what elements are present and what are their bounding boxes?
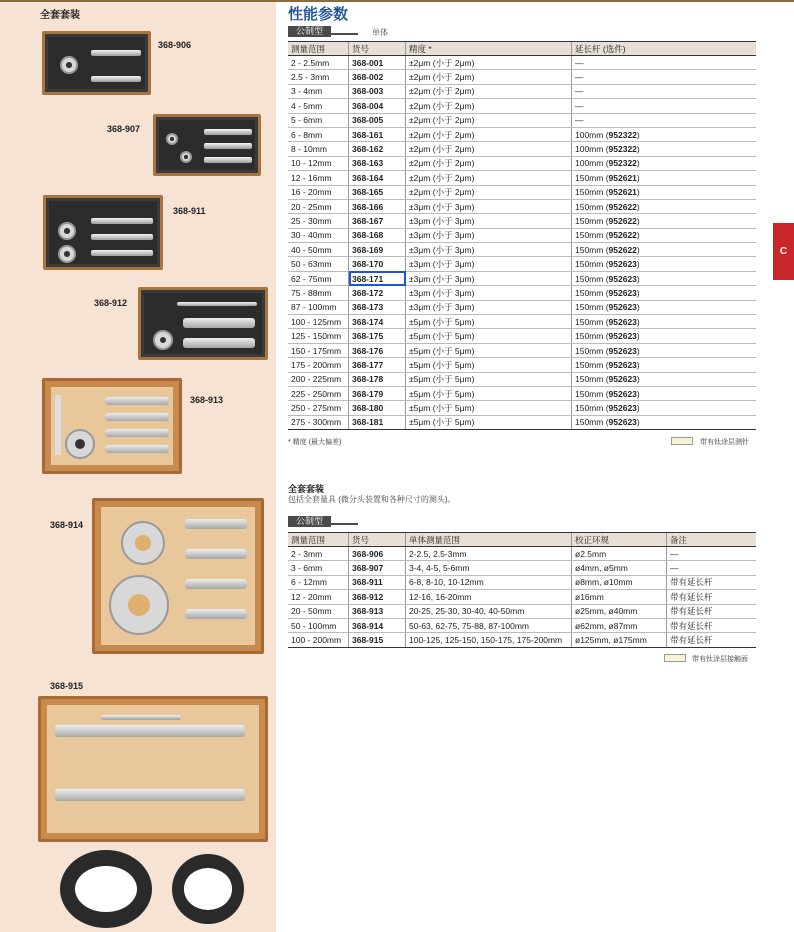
sets-row: [288, 618, 756, 632]
sets-legend: 带有钛涂层接触面: [692, 656, 748, 663]
range-cell: 225 - 250mm: [288, 386, 349, 400]
accuracy-cell: ±2μm (小于 2μm): [406, 56, 572, 70]
extension-cell: 150mm (952623): [572, 329, 757, 343]
spec-row: [288, 329, 756, 343]
extension-part-number: 952622: [608, 201, 637, 212]
extension-cell: 150mm (952623): [572, 415, 757, 429]
part-number-cell: 368-169: [349, 243, 406, 257]
extension-length: 150mm (: [575, 187, 609, 198]
remarks-cell: —: [667, 547, 757, 561]
accuracy-cell: ±5μm (小于 5μm): [406, 415, 572, 429]
setting-ring-photo: [172, 854, 244, 924]
accuracy-cell: ±3μm (小于 3μm): [406, 257, 572, 271]
setting-ring-cell: ø25mm, ø40mm: [572, 604, 667, 618]
part-number-cell: 368-912: [349, 590, 406, 604]
accuracy-cell: ±5μm (小于 5μm): [406, 358, 572, 372]
spec-row: [288, 243, 756, 257]
setting-ring-cell: ø125mm, ø175mm: [572, 633, 667, 647]
individual-range-cell: 50-63, 62-75, 75-88, 87-100mm: [406, 618, 572, 632]
range-cell: 25 - 30mm: [288, 214, 349, 228]
part-number-cell: 368-913: [349, 604, 406, 618]
accuracy-cell: ±2μm (小于 2μm): [406, 113, 572, 127]
spec-row: [288, 171, 756, 185]
spec-row: [288, 271, 756, 285]
accuracy-cell: ±3μm (小于 3μm): [406, 228, 572, 242]
part-number-cell: 368-162: [349, 142, 406, 156]
col-header-part: 货号: [349, 42, 406, 56]
spec-row: [288, 358, 756, 372]
part-number-cell: 368-165: [349, 185, 406, 199]
accuracy-cell: ±2μm (小于 2μm): [406, 142, 572, 156]
part-number-cell: 368-173: [349, 300, 406, 314]
spec-type-tab: [288, 26, 331, 37]
extension-cell: 150mm (952623): [572, 401, 757, 415]
kit-label-368-911: 368-911: [173, 206, 206, 216]
extension-length: 150mm (: [575, 417, 609, 428]
extension-cell: 150mm (952621): [572, 185, 757, 199]
part-number-cell: 368-172: [349, 286, 406, 300]
accuracy-cell: ±5μm (小于 5μm): [406, 343, 572, 357]
spec-row: [288, 113, 756, 127]
extension-part-number: 952623: [608, 302, 637, 313]
extension-length: 150mm (: [575, 331, 609, 342]
sets-row: [288, 604, 756, 618]
section-tab[interactable]: C: [773, 223, 794, 280]
extension-cell: 150mm (952623): [572, 300, 757, 314]
range-cell: 100 - 125mm: [288, 315, 349, 329]
part-number-cell: 368-178: [349, 372, 406, 386]
col-header-range: 测量范围: [288, 533, 349, 547]
extension-length: —: [575, 86, 584, 97]
extension-cell: 150mm (952623): [572, 271, 757, 285]
setting-ring-photo: [60, 850, 152, 928]
individual-range-cell: 2-2.5, 2.5-3mm: [406, 547, 572, 561]
type-tab-rule: [330, 33, 358, 35]
part-number-cell: 368-911: [349, 575, 406, 589]
extension-cell: 150mm (952623): [572, 372, 757, 386]
extension-cell: 150mm (952623): [572, 286, 757, 300]
spec-legend: 带有钛涂层测针: [700, 439, 749, 446]
setting-ring-cell: ø62mm, ø87mm: [572, 618, 667, 632]
range-cell: 87 - 100mm: [288, 300, 349, 314]
extension-cell: 150mm (952622): [572, 199, 757, 213]
extension-cell: 150mm (952621): [572, 171, 757, 185]
range-cell: 16 - 20mm: [288, 185, 349, 199]
extension-length: 150mm (: [575, 403, 609, 414]
part-number-cell: 368-004: [349, 99, 406, 113]
part-number-cell: 368-171: [349, 271, 406, 285]
extension-length: 150mm (: [575, 316, 609, 327]
spec-table: [288, 41, 756, 430]
range-cell: 125 - 150mm: [288, 329, 349, 343]
extension-part-number: 952623: [608, 345, 637, 356]
sets-row: [288, 633, 756, 647]
accuracy-cell: ±3μm (小于 3μm): [406, 300, 572, 314]
extension-length: —: [575, 115, 584, 126]
extension-length: 150mm (: [575, 287, 609, 298]
extension-length: 150mm (: [575, 215, 609, 226]
spec-row: [288, 156, 756, 170]
kit-photo-368-915: [38, 696, 268, 842]
spec-row: [288, 228, 756, 242]
page-title: 性能参数: [288, 6, 349, 23]
range-cell: 75 - 88mm: [288, 286, 349, 300]
extension-part-number: 952623: [608, 403, 637, 414]
part-number-cell: 368-177: [349, 358, 406, 372]
range-cell: 2 - 3mm: [288, 547, 349, 561]
kit-photo-368-914: [92, 498, 264, 654]
extension-part-number: 952322: [608, 129, 637, 140]
sets-row: [288, 547, 756, 561]
extension-cell: 100mm (952322): [572, 127, 757, 141]
extension-length: —: [575, 72, 584, 83]
kit-label-368-915: 368-915: [50, 681, 84, 691]
extension-part-number: 952623: [608, 417, 637, 428]
extension-part-number: 952623: [608, 359, 637, 370]
part-number-cell: 368-915: [349, 633, 406, 647]
extension-length: —: [575, 57, 584, 68]
individual-range-cell: 3-4, 4-5, 5-6mm: [406, 561, 572, 575]
spec-type-label: 公制型: [296, 26, 324, 36]
spec-row: [288, 386, 756, 400]
setting-ring-cell: ø8mm, ø10mm: [572, 575, 667, 589]
accuracy-cell: ±5μm (小于 5μm): [406, 386, 572, 400]
extension-length: 100mm (: [575, 158, 609, 169]
extension-part-number: 952623: [608, 273, 637, 284]
remarks-cell: —: [667, 561, 757, 575]
individual-range-cell: 6-8, 8-10, 10-12mm: [406, 575, 572, 589]
accuracy-cell: ±2μm (小于 2μm): [406, 99, 572, 113]
range-cell: 50 - 100mm: [288, 618, 349, 632]
extension-part-number: 952622: [608, 230, 637, 241]
accuracy-cell: ±5μm (小于 5μm): [406, 401, 572, 415]
kit-photo-368-913: [42, 378, 182, 474]
sets-header-row: [288, 533, 756, 547]
range-cell: 2 - 2.5mm: [288, 56, 349, 70]
col-header-accuracy: 精度 *: [406, 42, 572, 56]
extension-length: 150mm (: [575, 244, 609, 255]
extension-cell: 150mm (952622): [572, 228, 757, 242]
accuracy-cell: ±2μm (小于 2μm): [406, 127, 572, 141]
accuracy-cell: ±5μm (小于 5μm): [406, 315, 572, 329]
range-cell: 40 - 50mm: [288, 243, 349, 257]
extension-part-number: 952621: [608, 187, 637, 198]
range-cell: 6 - 12mm: [288, 575, 349, 589]
legend-swatch: [664, 654, 686, 662]
extension-cell: [572, 99, 757, 113]
individual-range-cell: 20-25, 25-30, 30-40, 40-50mm: [406, 604, 572, 618]
accuracy-cell: ±5μm (小于 5μm): [406, 329, 572, 343]
setting-ring-cell: ø4mm, ø5mm: [572, 561, 667, 575]
part-number-cell: 368-180: [349, 401, 406, 415]
accuracy-cell: ±3μm (小于 3μm): [406, 243, 572, 257]
part-number-cell: 368-914: [349, 618, 406, 632]
kit-label-368-914: 368-914: [50, 520, 84, 530]
extension-cell: 150mm (952623): [572, 257, 757, 271]
sets-row: [288, 575, 756, 589]
extension-length: 150mm (: [575, 201, 609, 212]
sets-type-tab: [288, 516, 331, 527]
part-number-cell: 368-166: [349, 199, 406, 213]
extension-length: 150mm (: [575, 230, 609, 241]
kit-photo-368-912: [138, 287, 268, 360]
extension-cell: 150mm (952622): [572, 243, 757, 257]
spec-row: [288, 185, 756, 199]
kit-photo-368-911: [43, 195, 163, 270]
extension-part-number: 952623: [608, 316, 637, 327]
accuracy-cell: ±2μm (小于 2μm): [406, 84, 572, 98]
accuracy-cell: ±2μm (小于 2μm): [406, 185, 572, 199]
part-number-cell: 368-175: [349, 329, 406, 343]
extension-length: 150mm (: [575, 302, 609, 313]
sets-type-label: 公制型: [296, 516, 324, 526]
remarks-cell: 带有延长杆: [667, 618, 757, 632]
accuracy-cell: ±3μm (小于 3μm): [406, 286, 572, 300]
remarks-cell: 带有延长杆: [667, 575, 757, 589]
part-number-cell: 368-174: [349, 315, 406, 329]
spec-header-row: [288, 42, 756, 56]
range-cell: 10 - 12mm: [288, 156, 349, 170]
extension-length: 150mm (: [575, 359, 609, 370]
extension-part-number: 952623: [608, 388, 637, 399]
type-tab-rule: [330, 523, 358, 525]
kit-label-368-906: 368-906: [158, 40, 192, 50]
col-header-range: 测量范围: [288, 42, 349, 56]
range-cell: 20 - 25mm: [288, 199, 349, 213]
range-cell: 20 - 50mm: [288, 604, 349, 618]
col-header-setting-ring: 校正环规: [572, 533, 667, 547]
spec-row: [288, 142, 756, 156]
spec-row: [288, 315, 756, 329]
accuracy-cell: ±5μm (小于 5μm): [406, 372, 572, 386]
accuracy-cell: ±3μm (小于 3μm): [406, 199, 572, 213]
extension-length: 150mm (: [575, 345, 609, 356]
extension-cell: 150mm (952623): [572, 343, 757, 357]
col-header-part: 货号: [349, 533, 406, 547]
col-header-individual-range: 单体测量范围: [406, 533, 572, 547]
remarks-cell: 带有延长杆: [667, 633, 757, 647]
extension-length: 100mm (: [575, 129, 609, 140]
sets-description: 包括全套量具 (微分头装置和各种尺寸的测头)。: [288, 495, 456, 504]
extension-length: 150mm (: [575, 388, 609, 399]
spec-row: [288, 286, 756, 300]
part-number-cell: 368-181: [349, 415, 406, 429]
sets-row: [288, 561, 756, 575]
range-cell: 150 - 175mm: [288, 343, 349, 357]
extension-part-number: 952623: [608, 259, 637, 270]
col-header-extension: 延长杆 (选件): [572, 42, 757, 56]
col-header-remarks: 备注: [667, 533, 757, 547]
range-cell: 275 - 300mm: [288, 415, 349, 429]
range-cell: 62 - 75mm: [288, 271, 349, 285]
spec-row: [288, 199, 756, 213]
extension-cell: [572, 70, 757, 84]
kit-photo-368-906: [42, 31, 151, 95]
range-cell: 2.5 - 3mm: [288, 70, 349, 84]
range-cell: 6 - 8mm: [288, 127, 349, 141]
accuracy-cell: ±2μm (小于 2μm): [406, 171, 572, 185]
spec-row: [288, 257, 756, 271]
part-number-cell: 368-168: [349, 228, 406, 242]
left-panel-title: 全套套装: [40, 10, 80, 21]
spec-row: [288, 343, 756, 357]
accuracy-cell: ±3μm (小于 3μm): [406, 271, 572, 285]
extension-cell: [572, 84, 757, 98]
spec-row: [288, 372, 756, 386]
remarks-cell: 带有延长杆: [667, 604, 757, 618]
extension-cell: [572, 113, 757, 127]
sets-title: 全套套装: [288, 484, 325, 494]
extension-cell: 150mm (952622): [572, 214, 757, 228]
part-number-cell: 368-005: [349, 113, 406, 127]
extension-part-number: 952621: [608, 172, 637, 183]
extension-cell: 100mm (952322): [572, 142, 757, 156]
spec-row: [288, 56, 756, 70]
part-number-cell: 368-161: [349, 127, 406, 141]
extension-part-number: 952623: [608, 331, 637, 342]
part-number-cell: 368-163: [349, 156, 406, 170]
accuracy-cell: ±2μm (小于 2μm): [406, 70, 572, 84]
part-number-cell: 368-167: [349, 214, 406, 228]
part-number-cell: 368-001: [349, 56, 406, 70]
spec-row: [288, 99, 756, 113]
part-number-cell: 368-164: [349, 171, 406, 185]
spec-row: [288, 70, 756, 84]
extension-length: 150mm (: [575, 259, 609, 270]
spec-row: [288, 127, 756, 141]
part-number-cell: 368-179: [349, 386, 406, 400]
extension-cell: 150mm (952623): [572, 358, 757, 372]
range-cell: 4 - 5mm: [288, 99, 349, 113]
spec-row: [288, 84, 756, 98]
kit-label-368-913: 368-913: [190, 395, 224, 405]
sets-row: [288, 590, 756, 604]
extension-length: 150mm (: [575, 172, 609, 183]
part-number-cell: 368-170: [349, 257, 406, 271]
individual-range-cell: 12-16, 16-20mm: [406, 590, 572, 604]
extension-part-number: 952622: [608, 244, 637, 255]
range-cell: 5 - 6mm: [288, 113, 349, 127]
extension-part-number: 952322: [608, 144, 637, 155]
extension-part-number: 952623: [608, 287, 637, 298]
individual-range-cell: 100-125, 125-150, 150-175, 175-200mm: [406, 633, 572, 647]
accuracy-footnote: * 精度 (最大偏差): [288, 439, 342, 446]
part-number-cell: 368-907: [349, 561, 406, 575]
accuracy-cell: ±3μm (小于 3μm): [406, 214, 572, 228]
extension-cell: [572, 56, 757, 70]
range-cell: 12 - 16mm: [288, 171, 349, 185]
spec-row: [288, 401, 756, 415]
range-cell: 50 - 63mm: [288, 257, 349, 271]
spec-row: [288, 300, 756, 314]
spec-row: [288, 214, 756, 228]
spec-type-sub: 单体: [372, 28, 388, 37]
range-cell: 30 - 40mm: [288, 228, 349, 242]
kit-photo-368-907: [153, 114, 261, 176]
kit-label-368-907: 368-907: [107, 124, 141, 134]
range-cell: 3 - 6mm: [288, 561, 349, 575]
range-cell: 250 - 275mm: [288, 401, 349, 415]
extension-part-number: 952622: [608, 215, 637, 226]
extension-cell: 150mm (952623): [572, 315, 757, 329]
range-cell: 200 - 225mm: [288, 372, 349, 386]
legend-swatch: [671, 437, 693, 445]
setting-ring-cell: ø2.5mm: [572, 547, 667, 561]
range-cell: 100 - 200mm: [288, 633, 349, 647]
part-number-cell: 368-176: [349, 343, 406, 357]
setting-ring-cell: ø16mm: [572, 590, 667, 604]
sets-table: [288, 532, 756, 648]
kit-label-368-912: 368-912: [94, 298, 128, 308]
remarks-cell: 带有延长杆: [667, 590, 757, 604]
range-cell: 12 - 20mm: [288, 590, 349, 604]
extension-cell: 150mm (952623): [572, 386, 757, 400]
extension-length: 150mm (: [575, 374, 609, 385]
extension-length: —: [575, 100, 584, 111]
extension-part-number: 952623: [608, 374, 637, 385]
spec-row: [288, 415, 756, 429]
extension-cell: 100mm (952322): [572, 156, 757, 170]
extension-length: 150mm (: [575, 273, 609, 284]
extension-part-number: 952322: [608, 158, 637, 169]
part-number-cell: 368-002: [349, 70, 406, 84]
part-number-cell: 368-003: [349, 84, 406, 98]
range-cell: 3 - 4mm: [288, 84, 349, 98]
extension-length: 100mm (: [575, 144, 609, 155]
part-number-cell: 368-906: [349, 547, 406, 561]
range-cell: 175 - 200mm: [288, 358, 349, 372]
accuracy-cell: ±2μm (小于 2μm): [406, 156, 572, 170]
range-cell: 8 - 10mm: [288, 142, 349, 156]
